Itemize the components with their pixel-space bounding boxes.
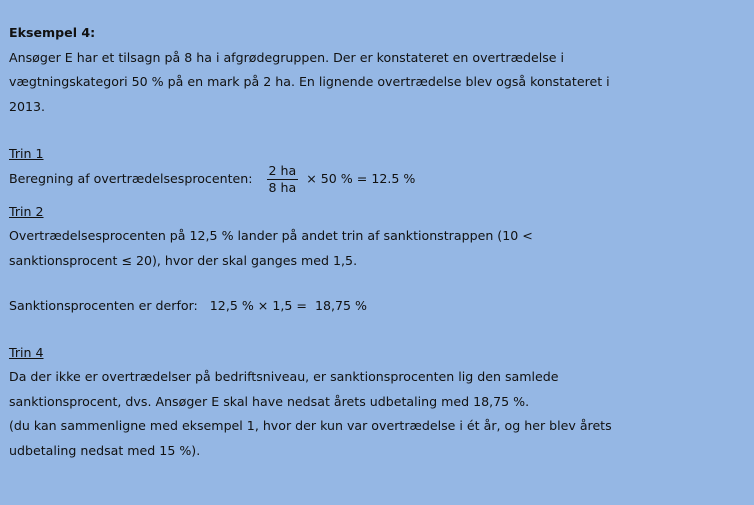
spacer [9, 273, 742, 294]
step-1-calculation [9, 163, 742, 196]
step-4-line-2: sanktionsprocent, dvs. Ansøger E skal have nedsat årets udbetaling med 18,75 %. [9, 393, 530, 409]
step-4-title: Trin 4 [9, 344, 44, 360]
step-4-line-1: Da der ikke er overtrædelser på bedriftsniveau, er sanktionsprocenten lig den samlede [9, 369, 559, 384]
intro-line-1: Ansøger E har et tilsagn på 8 ha i afgrødegruppen. Der er konstateret en overtrædelse i [9, 49, 565, 65]
intro-line-2: vægtningskategori 50 % på en mark på 2 ha. En lignende overtrædelse blev også konstateret i [9, 74, 610, 89]
sanction-line: Sanktionsprocenten er derfor: 12,5 % × 1,5 = 18,75 % [9, 298, 367, 313]
step-1-result: × 50 % = 12.5 % [306, 170, 416, 186]
step-1-title: Trin 1 [9, 146, 44, 161]
fraction-numerator: 2 ha [268, 162, 297, 178]
example-heading: Eksempel 4: [9, 25, 96, 40]
step-4-line-4: udbetaling nedsat med 15 %). [9, 442, 201, 458]
step-2-title: Trin 2 [9, 203, 44, 219]
fraction-denominator: 8 ha [268, 179, 297, 195]
step-2-line-2: sanktionsprocent ≤ 20), hvor der skal ganges med 1,5. [9, 252, 358, 268]
step-2-line-1: Overtrædelsesprocenten på 12,5 % lander på andet trin af sanktionstrappen (10 < [9, 228, 533, 243]
step-1-label: Beregning af overtrædelsesprocenten: [9, 170, 253, 186]
fraction [267, 164, 299, 195]
step-4-line-3: (du kan sammenligne med eksempel 1, hvor der kun var overtrædelse i ét år, og her blev årets [9, 418, 612, 433]
intro-line-3: 2013. [9, 98, 46, 114]
